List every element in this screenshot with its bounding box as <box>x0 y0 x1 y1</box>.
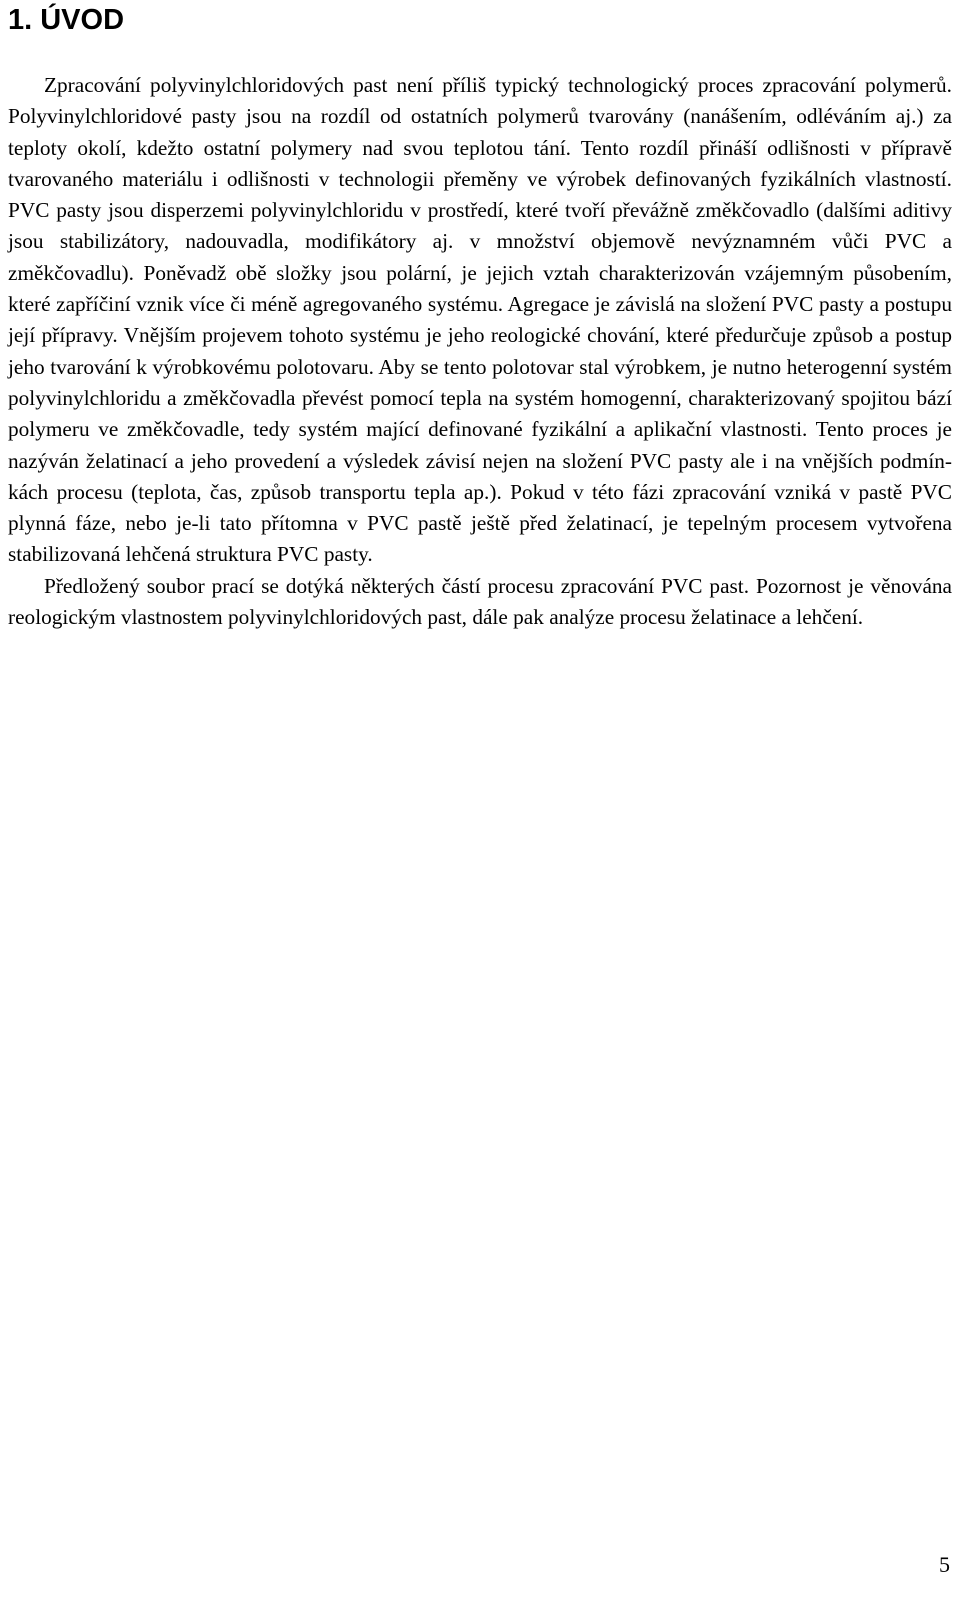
paragraph-introduction: Zpracování polyvinylchloridových past není příliš typický technologický proces zpracování polymerů. Polyvinylchloridové pasty jsou na rozdíl od ostatních polymerů tvarovány (nanášením, odléváním aj.) za teploty okolí, kdežto ostatní polymery nad svou teplotou tání. Tento rozdíl přináší odlišnosti v přípravě tvarovaného materiálu i odlišnosti v technologii přeměny ve výrobek definovaných fyzikálních vlastností. PVC pasty jsou disperzemi polyvinylchloridu v prostředí, které tvoří převážně změkčovadlo (dalšími aditivy jsou stabilizátory, nadouvadla, modifikátory aj. v množství objemově nevýznamném vůči PVC a změkčovadlu). Poněvadž obě složky jsou polární, je jejich vztah charakterizován vzájemným působením, které zapříčiní vznik více či méně agregovaného systému. Agregace je závislá na složení PVC pasty a postupu její přípravy. Vnějším projevem tohoto systému je jeho reologické chování, které předurčuje způsob a postup jeho tvarování k výrobkovému polotovaru. Aby se tento polotovar stal výrobkem, je nutno heterogenní systém polyvinylchloridu a změkčovadla převést pomocí tepla na systém homogenní, charakterizovaný spojitou bází polymeru ve změkčovadle, tedy systém mající definované fyzikální a aplikační vlastnosti. Tento proces je nazýván želatinací a jeho provedení a výsledek závisí nejen na složení PVC pasty ale i na vnějších podmínkách procesu (teplota, čas, způsob transportu tepla ap.). Pokud v této fázi zpracování vzniká v pastě PVC plynná fáze, nebo je-li tato přítomna v PVC pastě ještě před želatinací, je tepelným procesem vytvořena stabilizovaná lehčená struktura PVC pasty. <box>8 73 952 567</box>
paragraph-scope: Předložený soubor prací se dotýká některých částí procesu zpracování PVC past. Pozornost je věnována reologickým vlastnostem polyvinylchloridových past, dále pak analýze procesu želatinace a lehčení. <box>8 573 952 630</box>
page-number: 5 <box>939 1552 950 1577</box>
section-heading: 1. ÚVOD <box>8 4 125 36</box>
body-text <box>8 70 952 633</box>
